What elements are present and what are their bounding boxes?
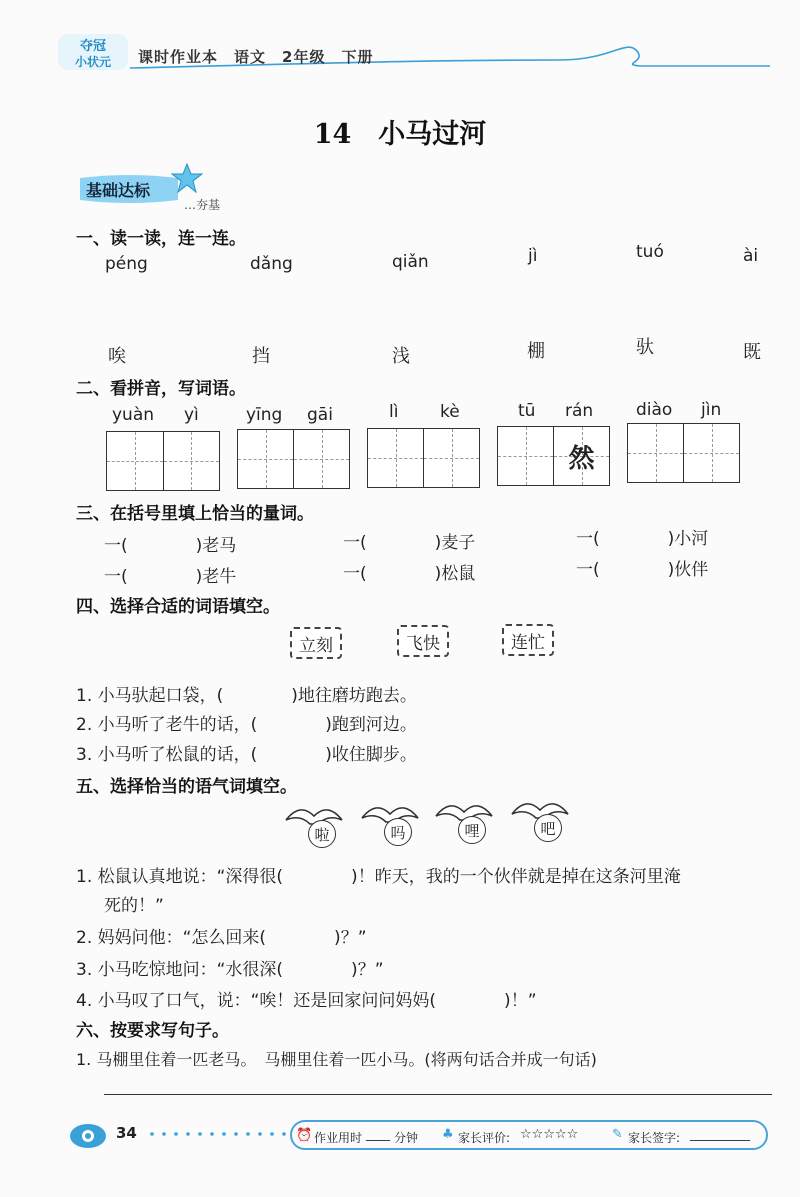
char-2: 挡 xyxy=(252,346,270,367)
particle-sentence-4[interactable]: 4. 小马叹了口气，说：“唉！还是回家问问妈妈( )！” xyxy=(76,991,537,1011)
grid4-pinyin-a: tū xyxy=(518,401,536,421)
particle-sentence-2[interactable]: 2. 妈妈问他：“怎么回来( )？” xyxy=(76,928,367,948)
grid-cell-char xyxy=(238,430,293,488)
measure-item-6[interactable]: 一( )伙伴 xyxy=(576,560,709,580)
particle-4: 吧 xyxy=(534,814,562,842)
writing-grid-4[interactable] xyxy=(497,426,610,486)
grid3-pinyin-a: lì xyxy=(389,402,399,422)
writing-grid-2[interactable] xyxy=(237,429,350,489)
char-1: 唉 xyxy=(108,346,126,367)
snail-icon xyxy=(66,1120,110,1150)
section3-heading: 三、在括号里填上恰当的量词。 xyxy=(76,504,314,524)
badge-label: 基础达标 xyxy=(86,181,151,200)
particle-3: 哩 xyxy=(458,816,486,844)
char-6: 既 xyxy=(743,342,761,363)
grid-cell-char xyxy=(498,427,553,485)
pen-icon: ✎ xyxy=(612,1127,623,1142)
measure-item-2[interactable]: 一( )麦子 xyxy=(343,533,476,553)
grid2-pinyin-a: yīng xyxy=(246,405,283,425)
char-5: 驮 xyxy=(636,337,654,358)
char-3: 浅 xyxy=(392,346,410,367)
grid4-pinyin-b: rán xyxy=(565,401,594,421)
grid-cell-char xyxy=(294,430,349,488)
fill-sentence-3[interactable]: 3. 小马听了松鼠的话，( )收住脚步。 xyxy=(76,745,417,765)
char-4: 棚 xyxy=(527,341,545,362)
grid5-pinyin-b: jìn xyxy=(701,400,722,420)
particle-1: 啦 xyxy=(308,820,336,848)
grid5-pinyin-a: diào xyxy=(636,400,673,420)
pinyin-1: péng xyxy=(105,254,148,274)
svg-text:夺冠: 夺冠 xyxy=(79,39,107,54)
grid1-pinyin-a: yuàn xyxy=(112,405,155,425)
parent-sign-label: 家长签字: xyxy=(628,1131,681,1145)
grid3-pinyin-b: kè xyxy=(440,402,460,422)
fill-sentence-2[interactable]: 2. 小马听了老牛的话，( )跑到河边。 xyxy=(76,715,417,735)
dotted-divider xyxy=(150,1132,290,1136)
lesson-title: 14 小马过河 xyxy=(313,119,487,150)
grid-cell-char xyxy=(107,432,163,490)
word-choice-1: 立刻 xyxy=(290,627,342,659)
grid2-pinyin-b: gāi xyxy=(307,405,333,425)
answer-line[interactable] xyxy=(104,1094,772,1095)
measure-item-4[interactable]: 一( )老牛 xyxy=(104,567,237,587)
pinyin-4: jì xyxy=(528,246,538,266)
rewrite-task-1: 1. 马棚里住着一匹老马。 马棚里住着一匹小马。(将两句话合并成一句话) xyxy=(76,1050,597,1069)
writing-grid-1[interactable] xyxy=(106,431,220,491)
grid-cell-char xyxy=(164,432,220,490)
pinyin-2: dǎng xyxy=(250,254,293,274)
section4-heading: 四、选择合适的词语填空。 xyxy=(76,597,280,617)
measure-item-3[interactable]: 一( )小河 xyxy=(576,529,709,549)
grid-cell-char xyxy=(424,429,479,487)
grid1-pinyin-b: yì xyxy=(184,405,199,425)
page-number: 34 xyxy=(116,1124,137,1142)
measure-item-5[interactable]: 一( )松鼠 xyxy=(343,564,476,584)
section5-heading: 五、选择恰当的语气词填空。 xyxy=(76,777,297,797)
grid-cell-char xyxy=(684,424,739,482)
pinyin-5: tuó xyxy=(636,242,664,262)
brand-logo xyxy=(56,32,130,72)
sign-blank[interactable]: __________ xyxy=(690,1127,750,1141)
thumb-icon: ♣ xyxy=(442,1127,454,1142)
parent-eval-label: 家长评价: xyxy=(458,1131,511,1145)
time-blank[interactable]: ____ xyxy=(366,1127,390,1141)
section1-heading: 一、读一读，连一连。 xyxy=(76,229,246,249)
book-subtitle: 课时作业本 语文 2年级 下册 xyxy=(138,48,374,66)
measure-item-1[interactable]: 一( )老马 xyxy=(104,536,237,556)
section2-heading: 二、看拼音，写词语。 xyxy=(76,379,246,399)
particle-sentence-1[interactable]: 1. 松鼠认真地说：“深得很( )！昨天，我的一个伙伴就是掉在这条河里淹 xyxy=(76,867,681,887)
section6-heading: 六、按要求写句子。 xyxy=(76,1021,229,1041)
svg-text:小状元: 小状元 xyxy=(74,55,112,69)
writing-grid-5[interactable] xyxy=(627,423,740,483)
fill-sentence-1[interactable]: 1. 小马驮起口袋，( )地往磨坊跑去。 xyxy=(76,686,417,706)
word-choice-2: 飞快 xyxy=(397,625,449,657)
pinyin-6: ài xyxy=(743,246,759,266)
minutes-label: 分钟 xyxy=(394,1131,419,1145)
time-label: 作业用时 xyxy=(314,1131,363,1145)
grid-cell-char xyxy=(628,424,683,482)
particle-sentence-3[interactable]: 3. 小马吃惊地问：“水很深( )？” xyxy=(76,960,384,980)
clock-icon: ⏰ xyxy=(296,1128,313,1143)
word-choice-3: 连忙 xyxy=(502,624,554,656)
rating-stars[interactable]: ☆☆☆☆☆ xyxy=(520,1127,579,1142)
particle-2: 吗 xyxy=(384,818,412,846)
grid-cell-char xyxy=(368,429,423,487)
badge-sub: …夯基 xyxy=(184,198,221,212)
star-icon xyxy=(170,162,204,196)
writing-grid-3[interactable] xyxy=(367,428,480,488)
grid-cell-char: 然 xyxy=(568,443,595,474)
particle-sentence-1-cont: 死的！” xyxy=(104,896,164,916)
pinyin-3: qiǎn xyxy=(392,252,429,272)
